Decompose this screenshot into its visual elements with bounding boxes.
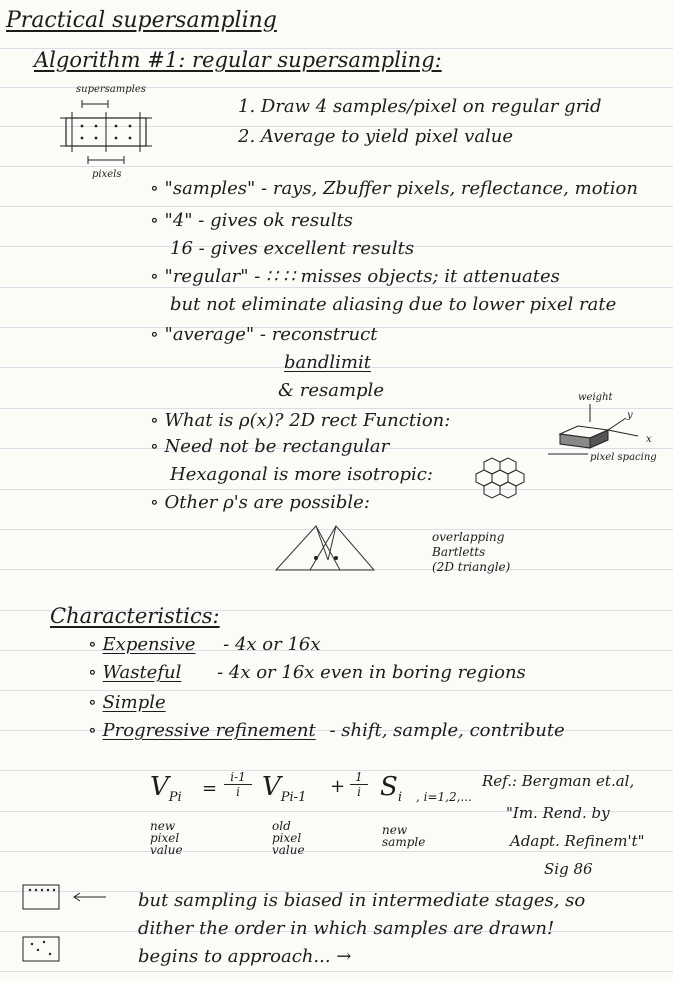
bullet-not-rectangular: ∘ Need not be rectangular bbox=[150, 436, 389, 457]
fraction-1: i-1 i bbox=[224, 770, 252, 799]
formula-old-term: $V_{Pi-1}$ bbox=[262, 772, 307, 806]
x-axis-label: x bbox=[646, 434, 652, 445]
characteristic-desc: - shift, sample, contribute bbox=[329, 720, 565, 741]
characteristic-term: Wasteful bbox=[102, 662, 182, 683]
pixel-spacing-label: pixel spacing bbox=[590, 452, 657, 463]
closing-line-2: dither the order in which samples are drawn! bbox=[138, 918, 555, 939]
characteristic-expensive bbox=[88, 634, 321, 655]
bullet-four: ∘ "4" - gives ok results bbox=[150, 210, 353, 231]
reference-line-3: Adapt. Refinem't" bbox=[510, 832, 645, 850]
bullet-sixteen: 16 - gives excellent results bbox=[170, 238, 415, 259]
old-pixel-value-label: old pixel value bbox=[272, 819, 305, 857]
characteristic-term: Progressive refinement bbox=[102, 720, 316, 741]
closing-line-3: begins to approach... → bbox=[138, 946, 352, 967]
y-axis-label: y bbox=[627, 410, 633, 421]
bullet-regular: ∘ "regular" - ∷ ∷ misses objects; it attenuates bbox=[150, 266, 560, 287]
formula-sample-term: $S_i$ bbox=[380, 772, 402, 806]
bartlett-triangle-icon bbox=[270, 520, 380, 576]
formula-equals: = bbox=[202, 778, 218, 799]
bullet-other-rho: ∘ Other ρ's are possible: bbox=[150, 492, 370, 513]
closing-line-1: but sampling is biased in intermediate stages, so bbox=[138, 890, 586, 911]
formula-lhs: $V_{Pi}$ bbox=[150, 772, 182, 806]
characteristic-term: Simple bbox=[102, 692, 166, 713]
characteristics-heading: Characteristics: bbox=[50, 604, 220, 628]
formula-plus: + bbox=[330, 776, 346, 797]
step-1: 1. Draw 4 samples/pixel on regular grid bbox=[238, 96, 602, 117]
supersample-grid-diagram bbox=[60, 98, 170, 168]
characteristic-desc: - 4x or 16x bbox=[223, 634, 321, 655]
characteristic-desc: - 4x or 16x even in boring regions bbox=[217, 662, 526, 683]
bartlett-note-3: (2D triangle) bbox=[432, 560, 511, 574]
characteristic-progressive bbox=[88, 720, 565, 741]
algorithm-heading: Algorithm #1: regular supersampling: bbox=[34, 48, 442, 72]
bullet-hexagonal: Hexagonal is more isotropic: bbox=[170, 464, 433, 485]
page-title: Practical supersampling bbox=[6, 8, 277, 33]
reference-line-4: Sig 86 bbox=[544, 860, 593, 878]
reference-line-2: "Im. Rend. by bbox=[506, 804, 610, 822]
bartlett-note-2: Bartletts bbox=[432, 545, 486, 559]
bullet-bandlimit: bandlimit bbox=[284, 352, 371, 373]
weight-label: weight bbox=[578, 392, 613, 403]
formula-range: , i=1,2,... bbox=[416, 790, 472, 804]
bullet-rect-function: ∘ What is ρ(x)? 2D rect Function: bbox=[150, 410, 450, 431]
supersamples-label: supersamples bbox=[76, 84, 146, 95]
new-pixel-value-label: new pixel value bbox=[150, 819, 183, 857]
characteristic-term: Expensive bbox=[102, 634, 196, 655]
arrow-left-icon bbox=[70, 892, 110, 902]
bullet-samples: ∘ "samples" - rays, Zbuffer pixels, reflectance, motion bbox=[150, 178, 638, 199]
step-2: 2. Average to yield pixel value bbox=[238, 126, 514, 147]
bullet-resample: & resample bbox=[278, 380, 384, 401]
characteristic-wasteful bbox=[88, 662, 526, 683]
bartlett-note-1: overlapping bbox=[432, 530, 505, 544]
rect-function-box-icon bbox=[548, 400, 658, 460]
hexagonal-grid-icon bbox=[474, 456, 534, 496]
bullet-regular-cont: but not eliminate aliasing due to lower pixel rate bbox=[170, 294, 617, 315]
sample-box-icon bbox=[22, 884, 62, 910]
bullet-average: ∘ "average" - reconstruct bbox=[150, 324, 377, 345]
characteristic-simple bbox=[88, 692, 166, 713]
new-sample-label: new sample bbox=[382, 823, 426, 849]
pixels-label: pixels bbox=[92, 169, 122, 180]
dithered-sample-box-icon bbox=[22, 936, 62, 962]
fraction-2: 1 i bbox=[350, 770, 368, 799]
reference-line-1: Ref.: Bergman et.al, bbox=[482, 772, 635, 790]
